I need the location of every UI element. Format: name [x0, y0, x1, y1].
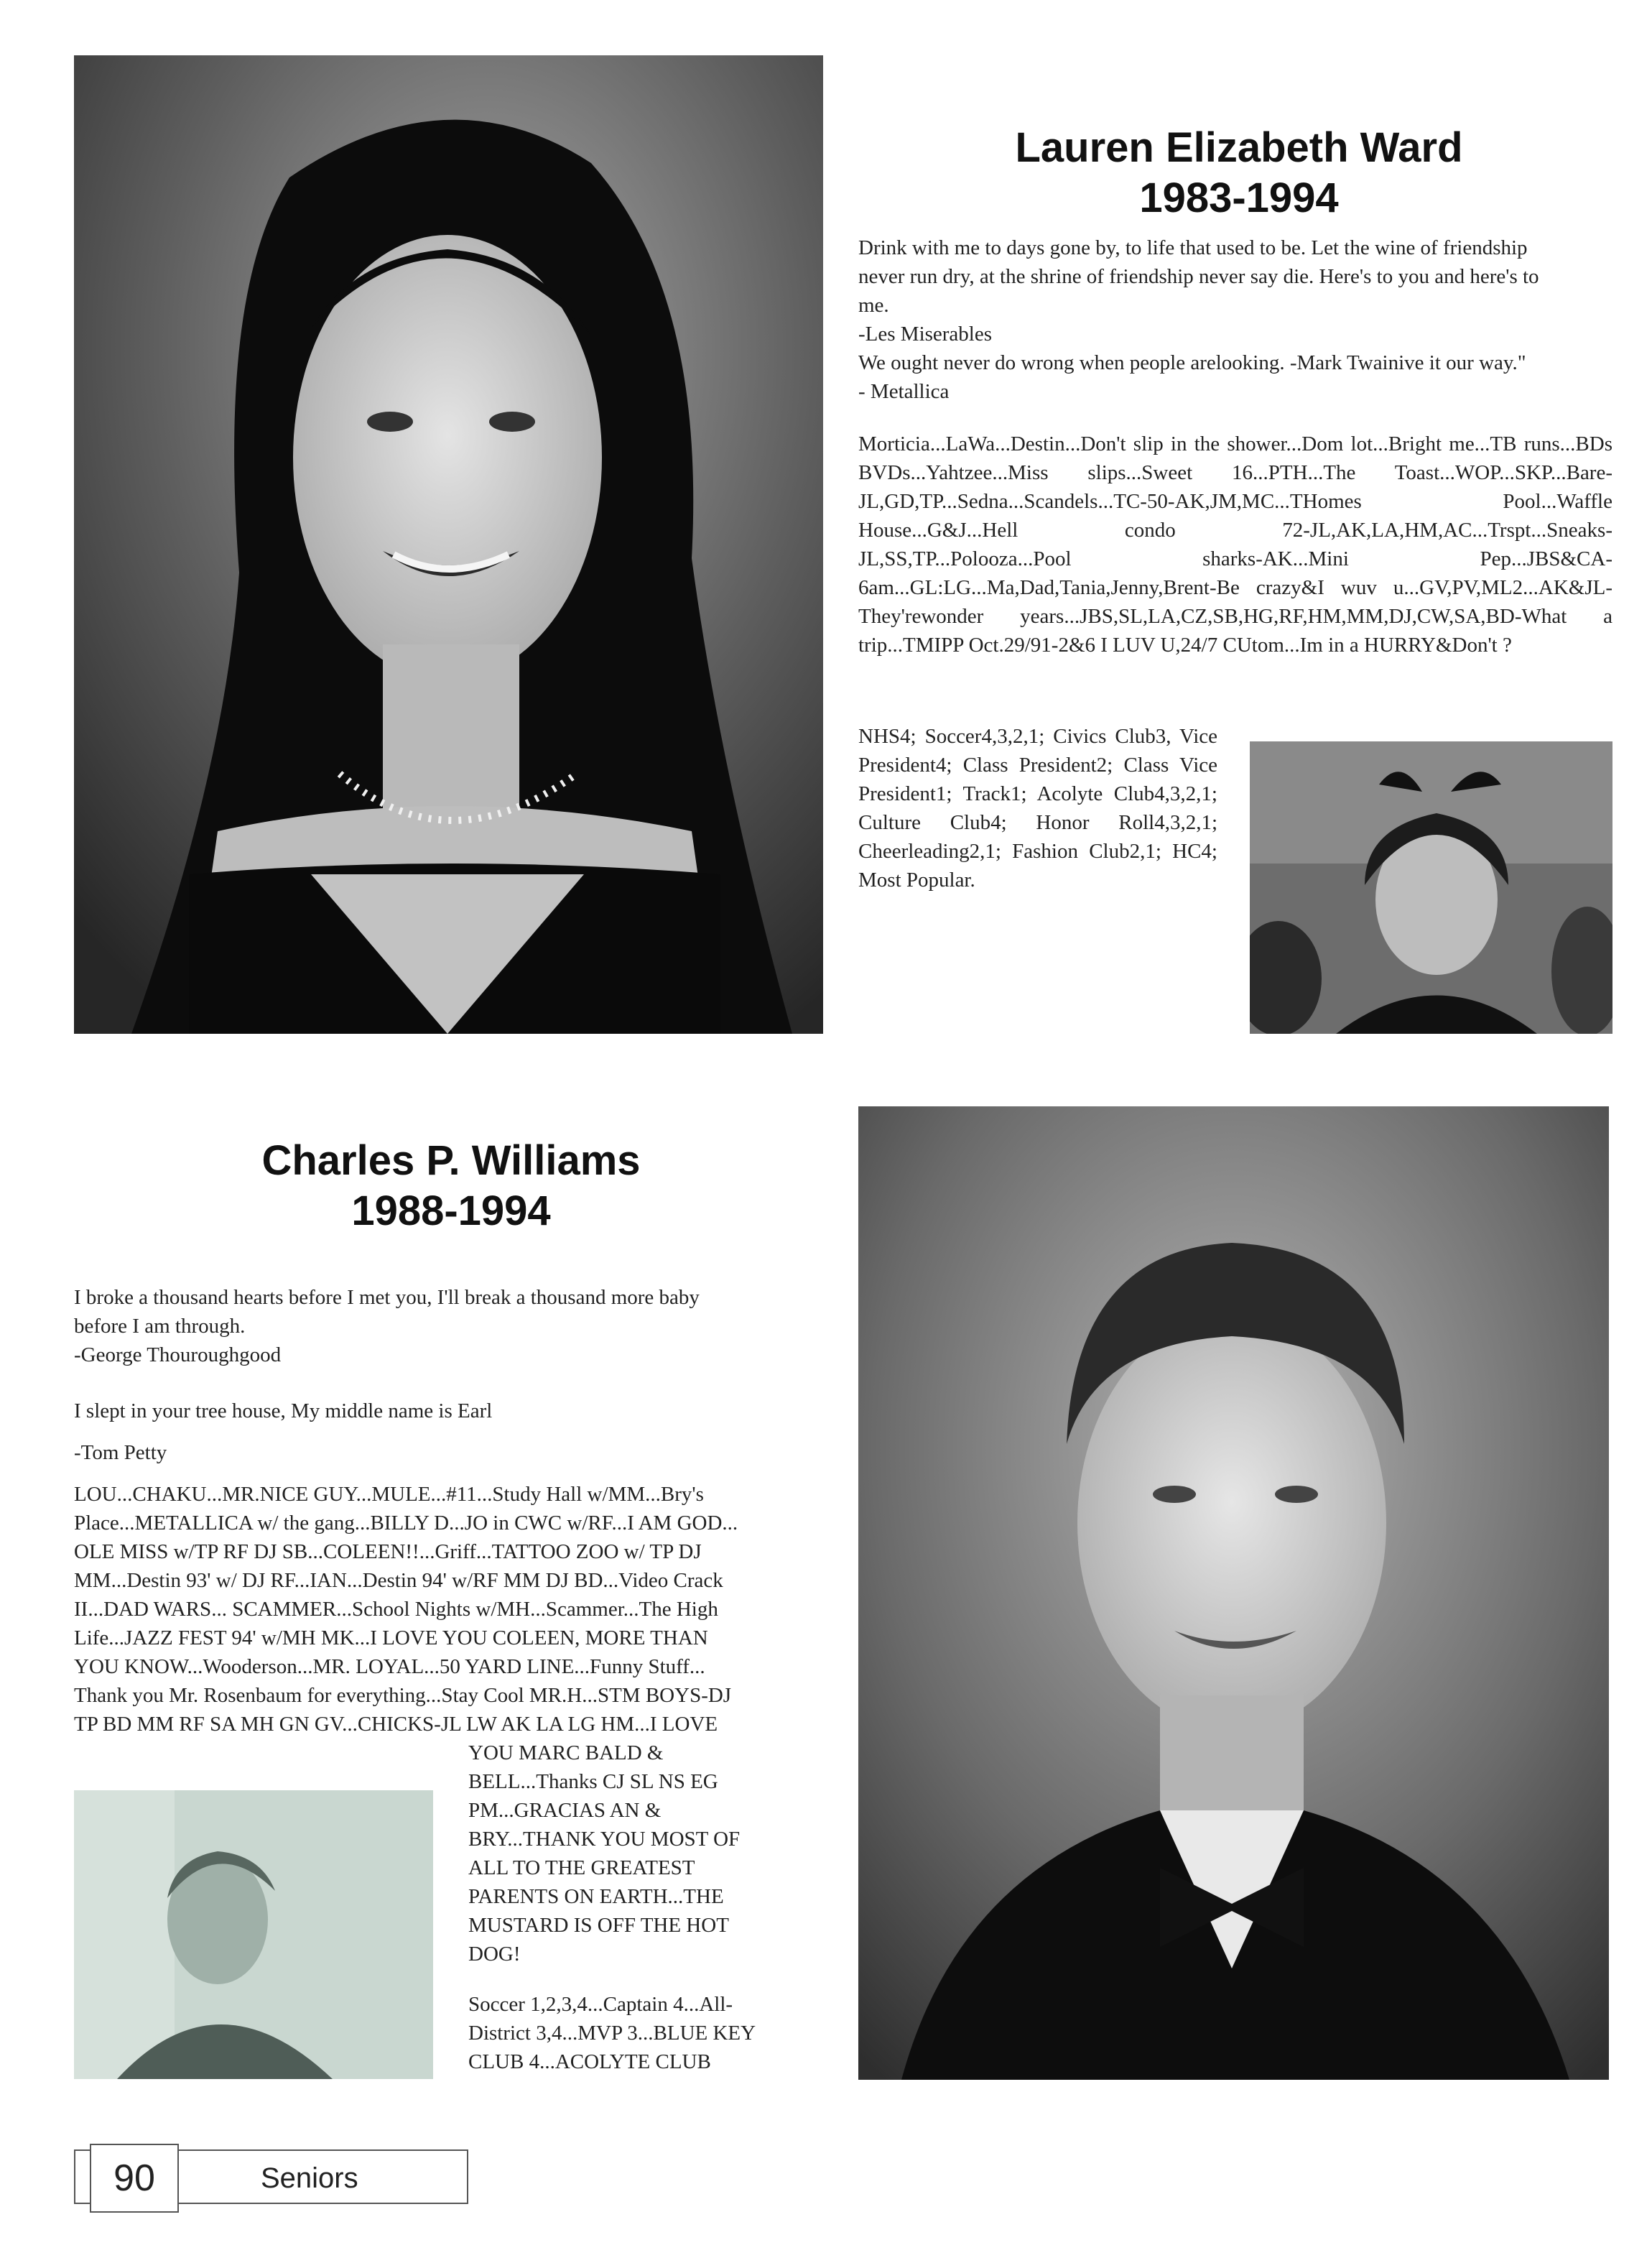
candid-photo-charles-williams	[74, 1790, 433, 2079]
memories-line: TP BD MM RF SA MH GN GV...CHICKS-JL LW AK LA LG HM...I LOVE	[74, 1713, 718, 1736]
senior-memories-continued	[468, 1739, 827, 1968]
candid-photo-lauren-ward	[1250, 741, 1612, 1034]
memories-line: YOU KNOW...Wooderson...MR. LOYAL...50 YARD LINE...Funny Stuff...	[74, 1655, 705, 1678]
quote-line: We ought never do wrong when people arelooking. -Mark Twainive it our way."	[858, 351, 1526, 374]
memories-line: Place...METALLICA w/ the gang...BILLY D...JO in CWC w/RF...I AM GOD...	[74, 1512, 738, 1535]
memories-line: ALL TO THE GREATEST	[468, 1856, 695, 1879]
section-label: Seniors	[261, 2162, 358, 2194]
memories-line: PARENTS ON EARTH...THE	[468, 1885, 724, 1908]
senior-activities: NHS4; Soccer4,3,2,1; Civics Club3, Vice President4; Class President2; Class Vice President1; Track1; Acolyte Club4,3,2,1; Culture Club4; Honor Roll4,3,2,1; Cheerleading2,1; Fashion Club2,1; HC4; Most Popular.	[858, 725, 1217, 892]
quote-line: I broke a thousand hearts before I met you, I'll break a thousand more baby	[74, 1286, 700, 1309]
senior-quote-2: I slept in your tree house, My middle name is Earl	[74, 1399, 493, 1422]
memories-line: LOU...CHAKU...MR.NICE GUY...MULE...#11...Study Hall w/MM...Bry's	[74, 1483, 704, 1506]
quote-attribution: -Tom Petty	[74, 1441, 167, 1464]
memories-line: YOU MARC BALD &	[468, 1741, 664, 1764]
senior-portrait-charles-williams	[858, 1106, 1609, 2080]
senior-memories	[74, 1480, 835, 1739]
memories-line: MUSTARD IS OFF THE HOT	[468, 1914, 729, 1937]
quote-line: before I am through.	[74, 1315, 246, 1338]
senior-years: 1988-1994	[351, 1188, 551, 1234]
senior-memories: Morticia...LaWa...Destin...Don't slip in the shower...Dom lot...Bright me...TB runs...BDs BVDs...Yahtzee...Miss slips...Sweet 16...PTH...The Toast...WOP...SKP...Bare-JL,GD,TP...Sedna...Scandels...TC-50-AK,JM,MC...THomes Pool...Waffle House...G&J...Hell condo 72-JL,AK,LA,HM,AC...Trspt...Sneaks-JL,SS,TP...Polooza...Pool sharks-AK...Mini Pep...JBS&CA-6am...GL:LG...Ma,Dad,Tania,Jenny,Brent-Be crazy&I wuv u...GV,PV,ML2...AK&JL-They'rewonder years...JBS,SL,LA,CZ,SB,HG,RF,HM,MM,DJ,CW,SA,BD-What a trip...TMIPP Oct.29/91-2&6 I LUV U,24/7 CUtom...Im in a HURRY&Don't ?	[858, 432, 1612, 657]
quote-attribution: -George Thouroughgood	[74, 1343, 282, 1366]
page-footer	[74, 2149, 468, 2204]
quote-attribution: -Les Miserables	[858, 323, 993, 346]
quote-line: never run dry, at the shrine of friendship never say die. Here's to you and here's to	[858, 265, 1539, 288]
quote-line: Drink with me to days gone by, to life that used to be. Let the wine of friendship	[858, 236, 1528, 259]
senior-quote	[74, 1283, 835, 1369]
memories-line: OLE MISS w/TP RF DJ SB...COLEEN!!...Griff...TATTOO ZOO w/ TP DJ	[74, 1540, 702, 1563]
memories-line: BELL...Thanks CJ SL NS EG	[468, 1770, 718, 1793]
memories-line: DOG!	[468, 1943, 521, 1966]
senior-activities	[468, 1990, 827, 2076]
memories-line: Thank you Mr. Rosenbaum for everything...Stay Cool MR.H...STM BOYS-DJ	[74, 1684, 732, 1707]
memories-line: PM...GRACIAS AN &	[468, 1799, 662, 1822]
activities-line: District 3,4...MVP 3...BLUE KEY	[468, 2022, 756, 2045]
senior-quote	[858, 233, 1612, 406]
senior-name: Lauren Elizabeth Ward	[1015, 124, 1463, 171]
senior-name: Charles P. Williams	[261, 1137, 641, 1184]
senior-years: 1983-1994	[1139, 175, 1339, 221]
memories-line: BRY...THANK YOU MOST OF	[468, 1828, 741, 1851]
senior-portrait-lauren-ward	[74, 55, 823, 1034]
quote-attribution: - Metallica	[858, 380, 950, 403]
memories-line: Life...JAZZ FEST 94' w/MH MK...I LOVE YOU COLEEN, MORE THAN	[74, 1626, 708, 1649]
activities-line: CLUB 4...ACOLYTE CLUB	[468, 2050, 711, 2073]
memories-line: II...DAD WARS... SCAMMER...School Nights w/MH...Scammer...The High	[74, 1598, 718, 1621]
quote-line: me.	[858, 294, 889, 317]
page-number: 90	[90, 2144, 179, 2213]
memories-line: MM...Destin 93' w/ DJ RF...IAN...Destin 94' w/RF MM DJ BD...Video Crack	[74, 1569, 723, 1592]
activities-line: Soccer 1,2,3,4...Captain 4...All-	[468, 1993, 733, 2016]
